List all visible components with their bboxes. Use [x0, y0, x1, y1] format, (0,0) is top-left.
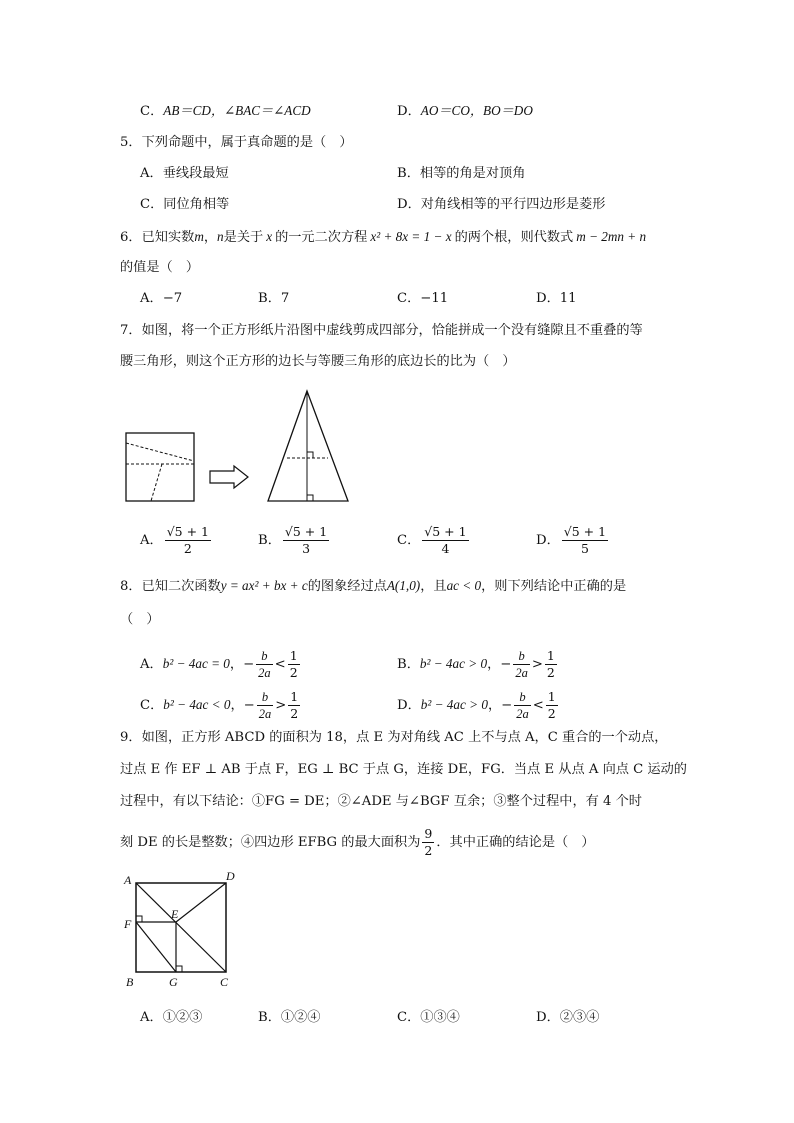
q9-stem-line3: 过程中，有以下结论：①FG = DE；②∠ADE 与∠BGF 互余；③整个过程中，有 4 个时 — [120, 794, 642, 809]
q7-triangle — [268, 391, 348, 501]
q8-stem: 8．已知二次函数y = ax² + bx + c的图象经过点A(1,0)，且ac < 0，则下列结论中正确的是 — [120, 578, 627, 594]
q9-stem-line1: 9．如图，正方形 ABCD 的面积为 18，点 E 为对角线 AC 上不与点 A，C 重合的一个动点， — [120, 730, 668, 745]
q6-option-c: C．−11 — [397, 291, 449, 306]
q9-option-a: A．①②③ — [140, 1010, 203, 1025]
q5-option-d: D．对角线相等的平行四边形是菱形 — [397, 197, 606, 212]
q7-square — [126, 433, 194, 501]
q4-option-c-text: AB＝CD，∠BAC＝∠ACD — [163, 103, 311, 118]
arrow-right-icon — [210, 466, 248, 488]
q4-option-d-text: AO＝CO，BO＝DO — [420, 103, 533, 118]
q9-label-d: D — [226, 869, 235, 883]
q8-condition: ac < 0 — [446, 578, 482, 593]
q8-point: A(1,0) — [386, 578, 421, 593]
q6-stem: 6．已知实数m，n是关于 x 的一元二次方程 x² + 8x = 1 − x 的两个根，则代数式 m − 2mn + n — [120, 229, 647, 245]
q5-option-c: C．同位角相等 — [140, 197, 230, 212]
q5-option-a: A．垂线段最短 — [140, 166, 229, 181]
q9-segment-fg — [136, 922, 176, 972]
q6-option-d: D．11 — [536, 291, 577, 306]
q8-stem-line2: （ ） — [120, 612, 160, 627]
q7-right-angle-mark — [307, 495, 313, 501]
q6-option-a: A．−7 — [140, 291, 183, 306]
q8-function: y = ax² + bx + c — [220, 578, 308, 593]
q9-stem-line4: 刻 DE 的长是整数；④四边形 EFBG 的最大面积为 $\frac{9}{2}$ ．其中正确的结论是（ ） — [120, 826, 595, 858]
q6-option-b: B．7 — [258, 291, 290, 306]
q9-option-c: C．①③④ — [397, 1010, 460, 1025]
q9-stem-line2: 过点 E 作 EF ⊥ AB 于点 F，EG ⊥ BC 于点 G，连接 DE，FG．当点 E 从点 A 向点 C 运动的 — [120, 762, 687, 777]
q6-expression: m − 2mn + n — [576, 229, 647, 244]
q9-label-e: E — [171, 907, 179, 921]
q9-label-c: C — [220, 975, 229, 989]
q9-label-f: F — [124, 917, 132, 931]
q7-option-c: C． $\frac{√5 + 1}{4}$ — [397, 524, 467, 556]
q9-right-angle-mark — [136, 916, 142, 922]
q9-diagonal-ac — [136, 883, 226, 972]
q5-stem: 5．下列命题中，属于真命题的是（ ） — [120, 135, 353, 150]
q9-option-b: B．①②④ — [258, 1010, 321, 1025]
q7-option-b: B． $\frac{√5 + 1}{3}$ — [258, 524, 328, 556]
q8-option-c: C．b² − 4ac < 0，− $\frac{b}{2a}$ > $\frac{1}{2}$ — [140, 689, 299, 721]
q7-option-d: D． $\frac{√5 + 1}{5}$ — [536, 524, 607, 556]
q5-option-b: B．相等的角是对顶角 — [397, 166, 526, 181]
q7-cut-line — [126, 443, 194, 461]
q8-option-b: B．b² − 4ac > 0，− $\frac{b}{2a}$ > $\frac{1}{2}$ — [397, 648, 555, 680]
q6-equation: x² + 8x = 1 − x — [370, 229, 452, 244]
q4-option-d: D．AO＝CO，BO＝DO — [397, 103, 533, 119]
q9-right-angle-mark — [176, 966, 182, 972]
q9-label-g: G — [169, 975, 178, 989]
q7-cut-line — [151, 464, 162, 501]
q7-option-a: A． $\frac{√5 + 1}{2}$ — [140, 524, 210, 556]
q9-option-d: D．②③④ — [536, 1010, 600, 1025]
q7-stem-line2: 腰三角形，则这个正方形的边长与等腰三角形的底边长的比为（ ） — [120, 354, 516, 369]
q7-figure — [120, 385, 360, 510]
q8-option-d: D．b² − 4ac > 0，− $\frac{b}{2a}$ < $\frac{1}{2}$ — [397, 689, 556, 721]
q7-stem-line1: 7．如图，将一个正方形纸片沿图中虚线剪成四部分，恰能拼成一个没有缝隙且不重叠的等 — [120, 323, 643, 338]
q9-label-a: A — [124, 873, 132, 887]
q6-stem-line2: 的值是（ ） — [120, 260, 200, 275]
q9-segment-de — [176, 883, 226, 922]
q9-figure — [118, 864, 248, 994]
q4-option-c: C．AB＝CD，∠BAC＝∠ACD — [140, 103, 311, 119]
q7-right-angle-mark — [307, 452, 313, 458]
q8-option-a: A．b² − 4ac = 0，− $\frac{b}{2a}$ < $\frac{1}{2}$ — [140, 648, 298, 680]
q9-label-b: B — [126, 975, 134, 989]
